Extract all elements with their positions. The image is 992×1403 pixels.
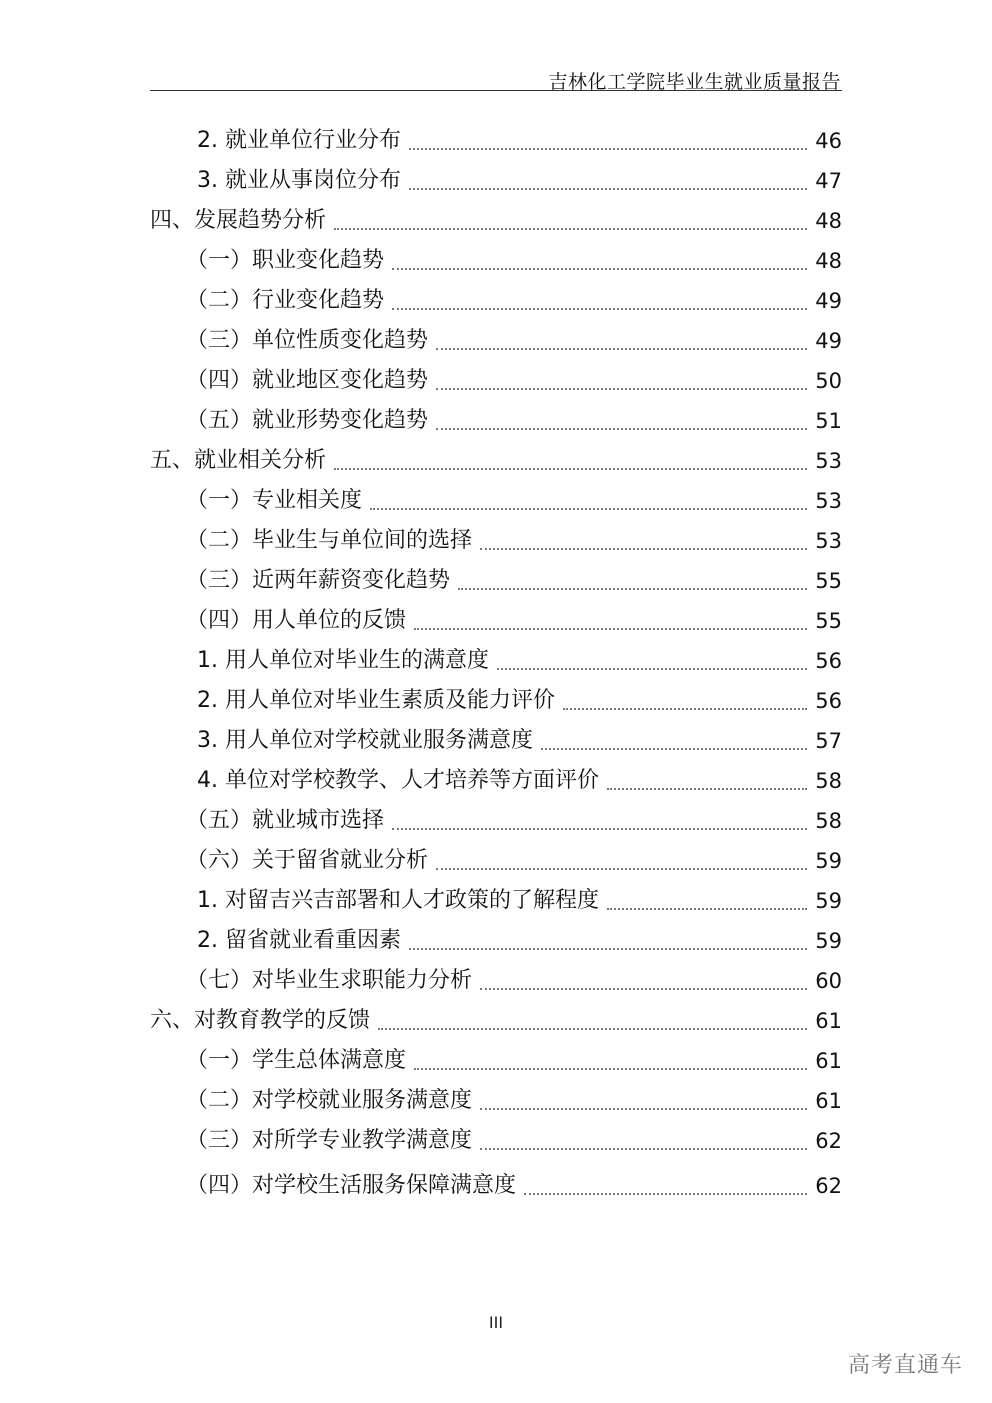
toc-entry-label: 2. 留省就业看重因素 — [197, 928, 401, 953]
toc-entry[interactable] — [150, 721, 842, 761]
toc-entry[interactable] — [150, 1166, 842, 1206]
toc-entry-page: 49 — [815, 329, 842, 353]
toc-leader-dots — [607, 908, 807, 910]
toc-entry-page: 47 — [815, 169, 842, 193]
toc-entry-page: 59 — [815, 929, 842, 953]
toc-entry-page: 48 — [815, 249, 842, 273]
toc-entry[interactable] — [150, 1081, 842, 1121]
toc-entry[interactable] — [150, 601, 842, 641]
toc-leader-dots — [458, 588, 807, 590]
toc-entry-page: 59 — [815, 889, 842, 913]
toc-leader-dots — [392, 308, 807, 310]
toc-entry[interactable] — [150, 281, 842, 321]
toc-leader-dots — [409, 948, 807, 950]
toc-entry-label: 五、就业相关分析 — [150, 448, 327, 473]
toc-leader-dots — [414, 628, 807, 630]
toc-entry[interactable] — [150, 1041, 842, 1081]
toc-entry[interactable] — [150, 961, 842, 1001]
toc-entry-label: 2. 就业单位行业分布 — [197, 128, 401, 153]
toc-entry-page: 55 — [815, 569, 842, 593]
toc-entry-page: 53 — [815, 529, 842, 553]
toc-entry-page: 56 — [815, 689, 842, 713]
toc-entry-label: 1. 对留吉兴吉部署和人才政策的了解程度 — [197, 888, 599, 913]
toc-entry-page: 48 — [815, 209, 842, 233]
toc-entry[interactable] — [150, 761, 842, 801]
toc-entry-label: （四）用人单位的反馈 — [186, 608, 407, 633]
toc-entry[interactable] — [150, 161, 842, 201]
toc-entry-label: 4. 单位对学校教学、人才培养等方面评价 — [197, 768, 599, 793]
toc-entry-label: （四）就业地区变化趋势 — [186, 368, 429, 393]
toc-entry-page: 62 — [815, 1174, 842, 1198]
toc-entry[interactable] — [150, 881, 842, 921]
toc-entry[interactable] — [150, 681, 842, 721]
toc-entry[interactable] — [150, 481, 842, 521]
toc-leader-dots — [370, 508, 807, 510]
watermark-text: 高考直通车 — [847, 1353, 963, 1378]
toc-entry-page: 53 — [815, 449, 842, 473]
toc-entry-page: 53 — [815, 489, 842, 513]
toc-entry-label: 3. 就业从事岗位分布 — [197, 168, 401, 193]
toc-entry-label: 3. 用人单位对学校就业服务满意度 — [197, 728, 533, 753]
toc-leader-dots — [480, 1108, 807, 1110]
toc-entry[interactable] — [150, 361, 842, 401]
toc-leader-dots — [378, 1028, 807, 1030]
toc-entry[interactable] — [150, 521, 842, 561]
toc-entry-page: 61 — [815, 1089, 842, 1113]
page-number: III — [488, 1313, 504, 1332]
toc-entry[interactable] — [150, 401, 842, 441]
toc-entry[interactable] — [150, 1121, 842, 1161]
toc-entry-label: （二）行业变化趋势 — [186, 288, 385, 313]
toc-entry[interactable] — [150, 241, 842, 281]
toc-entry-label: （三）对所学专业教学满意度 — [186, 1128, 473, 1153]
toc-entry-label: 1. 用人单位对毕业生的满意度 — [197, 648, 489, 673]
toc-entry-label: （三）近两年薪资变化趋势 — [186, 568, 451, 593]
toc-leader-dots — [480, 1148, 807, 1150]
toc-leader-dots — [480, 988, 807, 990]
toc-leader-dots — [497, 668, 807, 670]
toc-entry[interactable] — [150, 121, 842, 161]
toc-entry-page: 49 — [815, 289, 842, 313]
toc-leader-dots — [563, 708, 807, 710]
toc-entry[interactable] — [150, 441, 842, 481]
toc-entry-page: 61 — [815, 1049, 842, 1073]
toc-entry-page: 51 — [815, 409, 842, 433]
toc-leader-dots — [409, 148, 807, 150]
toc-leader-dots — [436, 428, 807, 430]
toc-entry[interactable] — [150, 561, 842, 601]
toc-entry-page: 57 — [815, 729, 842, 753]
toc-leader-dots — [607, 788, 807, 790]
toc-entry-page: 55 — [815, 609, 842, 633]
toc-entry[interactable] — [150, 201, 842, 241]
toc-entry-label: （六）关于留省就业分析 — [186, 848, 429, 873]
toc-leader-dots — [436, 868, 807, 870]
toc-entry-label: 2. 用人单位对毕业生素质及能力评价 — [197, 688, 555, 713]
toc-entry[interactable] — [150, 321, 842, 361]
toc-leader-dots — [334, 228, 807, 230]
toc-leader-dots — [541, 748, 807, 750]
toc-entry-page: 58 — [815, 769, 842, 793]
toc-entry-label: （五）就业城市选择 — [186, 808, 385, 833]
toc-entry-label: （五）就业形势变化趋势 — [186, 408, 429, 433]
toc-leader-dots — [392, 268, 807, 270]
toc-entry-label: （三）单位性质变化趋势 — [186, 328, 429, 353]
toc-entry-label: （一）专业相关度 — [186, 488, 363, 513]
table-of-contents — [150, 121, 842, 1206]
toc-entry-page: 46 — [815, 129, 842, 153]
toc-leader-dots — [414, 1068, 807, 1070]
toc-entry-label: （一）职业变化趋势 — [186, 248, 385, 273]
toc-leader-dots — [392, 828, 807, 830]
toc-entry-label: （七）对毕业生求职能力分析 — [186, 968, 473, 993]
toc-entry-label: （四）对学校生活服务保障满意度 — [186, 1173, 517, 1198]
toc-leader-dots — [480, 548, 807, 550]
toc-entry-page: 61 — [815, 1009, 842, 1033]
toc-entry[interactable] — [150, 641, 842, 681]
header-rule — [150, 90, 842, 91]
toc-entry-page: 60 — [815, 969, 842, 993]
toc-entry-page: 50 — [815, 369, 842, 393]
toc-leader-dots — [436, 388, 807, 390]
toc-leader-dots — [409, 188, 807, 190]
toc-entry[interactable] — [150, 921, 842, 961]
toc-entry-page: 58 — [815, 809, 842, 833]
toc-entry-label: 四、发展趋势分析 — [150, 208, 327, 233]
toc-entry[interactable] — [150, 801, 842, 841]
toc-entry-label: （一）学生总体满意度 — [186, 1048, 407, 1073]
page-header-title: 吉林化工学院毕业生就业质量报告 — [548, 71, 841, 93]
toc-leader-dots — [436, 348, 807, 350]
toc-leader-dots — [524, 1193, 807, 1195]
toc-entry-label: （二）毕业生与单位间的选择 — [186, 528, 473, 553]
toc-entry-page: 59 — [815, 849, 842, 873]
toc-leader-dots — [334, 468, 807, 470]
toc-entry-page: 56 — [815, 649, 842, 673]
toc-entry[interactable] — [150, 1001, 842, 1041]
toc-entry-label: （二）对学校就业服务满意度 — [186, 1088, 473, 1113]
toc-entry-page: 62 — [815, 1129, 842, 1153]
toc-entry-label: 六、对教育教学的反馈 — [150, 1008, 371, 1033]
toc-entry[interactable] — [150, 841, 842, 881]
